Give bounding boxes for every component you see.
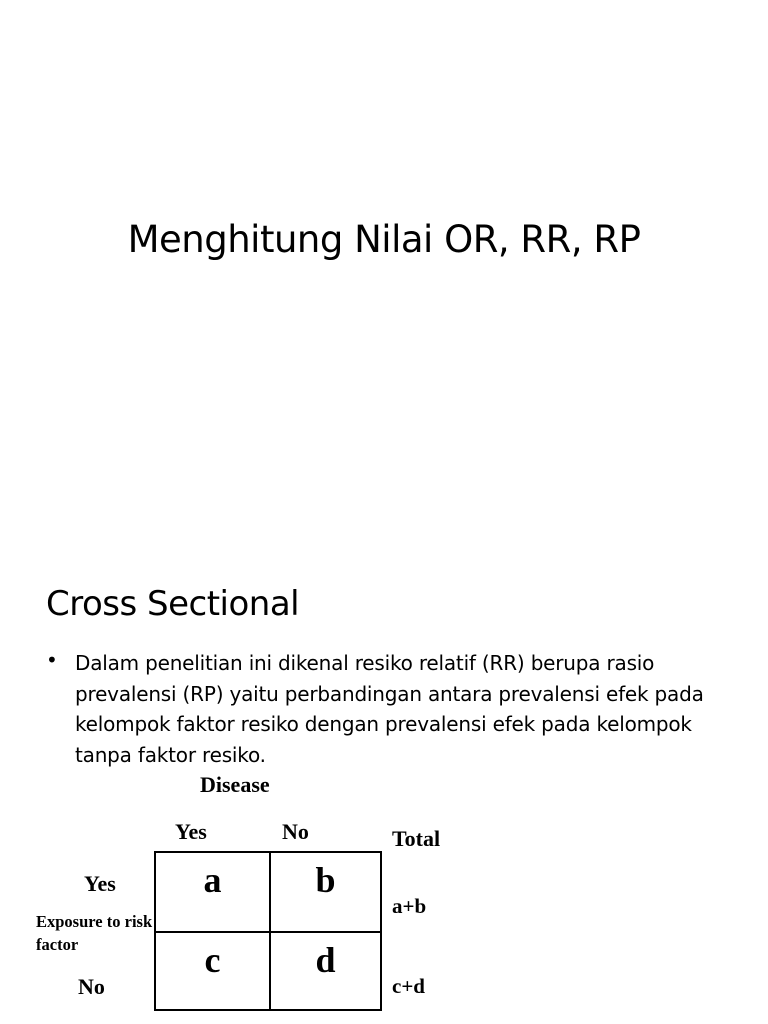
- row-total-2: c+d: [392, 974, 425, 998]
- column-header-yes: Yes: [175, 819, 207, 844]
- cell-b: b: [315, 860, 336, 900]
- row-label-yes: Yes: [84, 871, 116, 896]
- bullet-text: Dalam penelitian ini dikenal resiko relatif (RR) berupa rasio prevalensi (RP) yaitu perbandingan antara prevalensi efek pada kelompok faktor resiko dengan prevalensi efek pada kelompok tanpa faktor resiko.: [75, 651, 704, 767]
- slide-2: [0, 560, 768, 1024]
- total-header: Total: [392, 826, 441, 851]
- bullet-icon: •: [46, 648, 58, 672]
- slide-title: Menghitung Nilai OR, RR, RP: [127, 218, 641, 261]
- bullet-item: [46, 648, 736, 770]
- row-total-1: a+b: [392, 894, 427, 918]
- cell-d: d: [315, 940, 336, 980]
- column-header-no: No: [282, 819, 309, 844]
- column-group-header: Disease: [200, 772, 270, 797]
- row-group-label: Exposure to risk factor: [36, 912, 153, 954]
- grid-divider-horizontal: [156, 931, 380, 933]
- table-grid: [154, 851, 382, 1011]
- cell-c: c: [204, 940, 221, 980]
- row-label-no: No: [78, 974, 105, 999]
- slide-title: Cross Sectional: [46, 584, 300, 624]
- cell-a: a: [203, 860, 222, 900]
